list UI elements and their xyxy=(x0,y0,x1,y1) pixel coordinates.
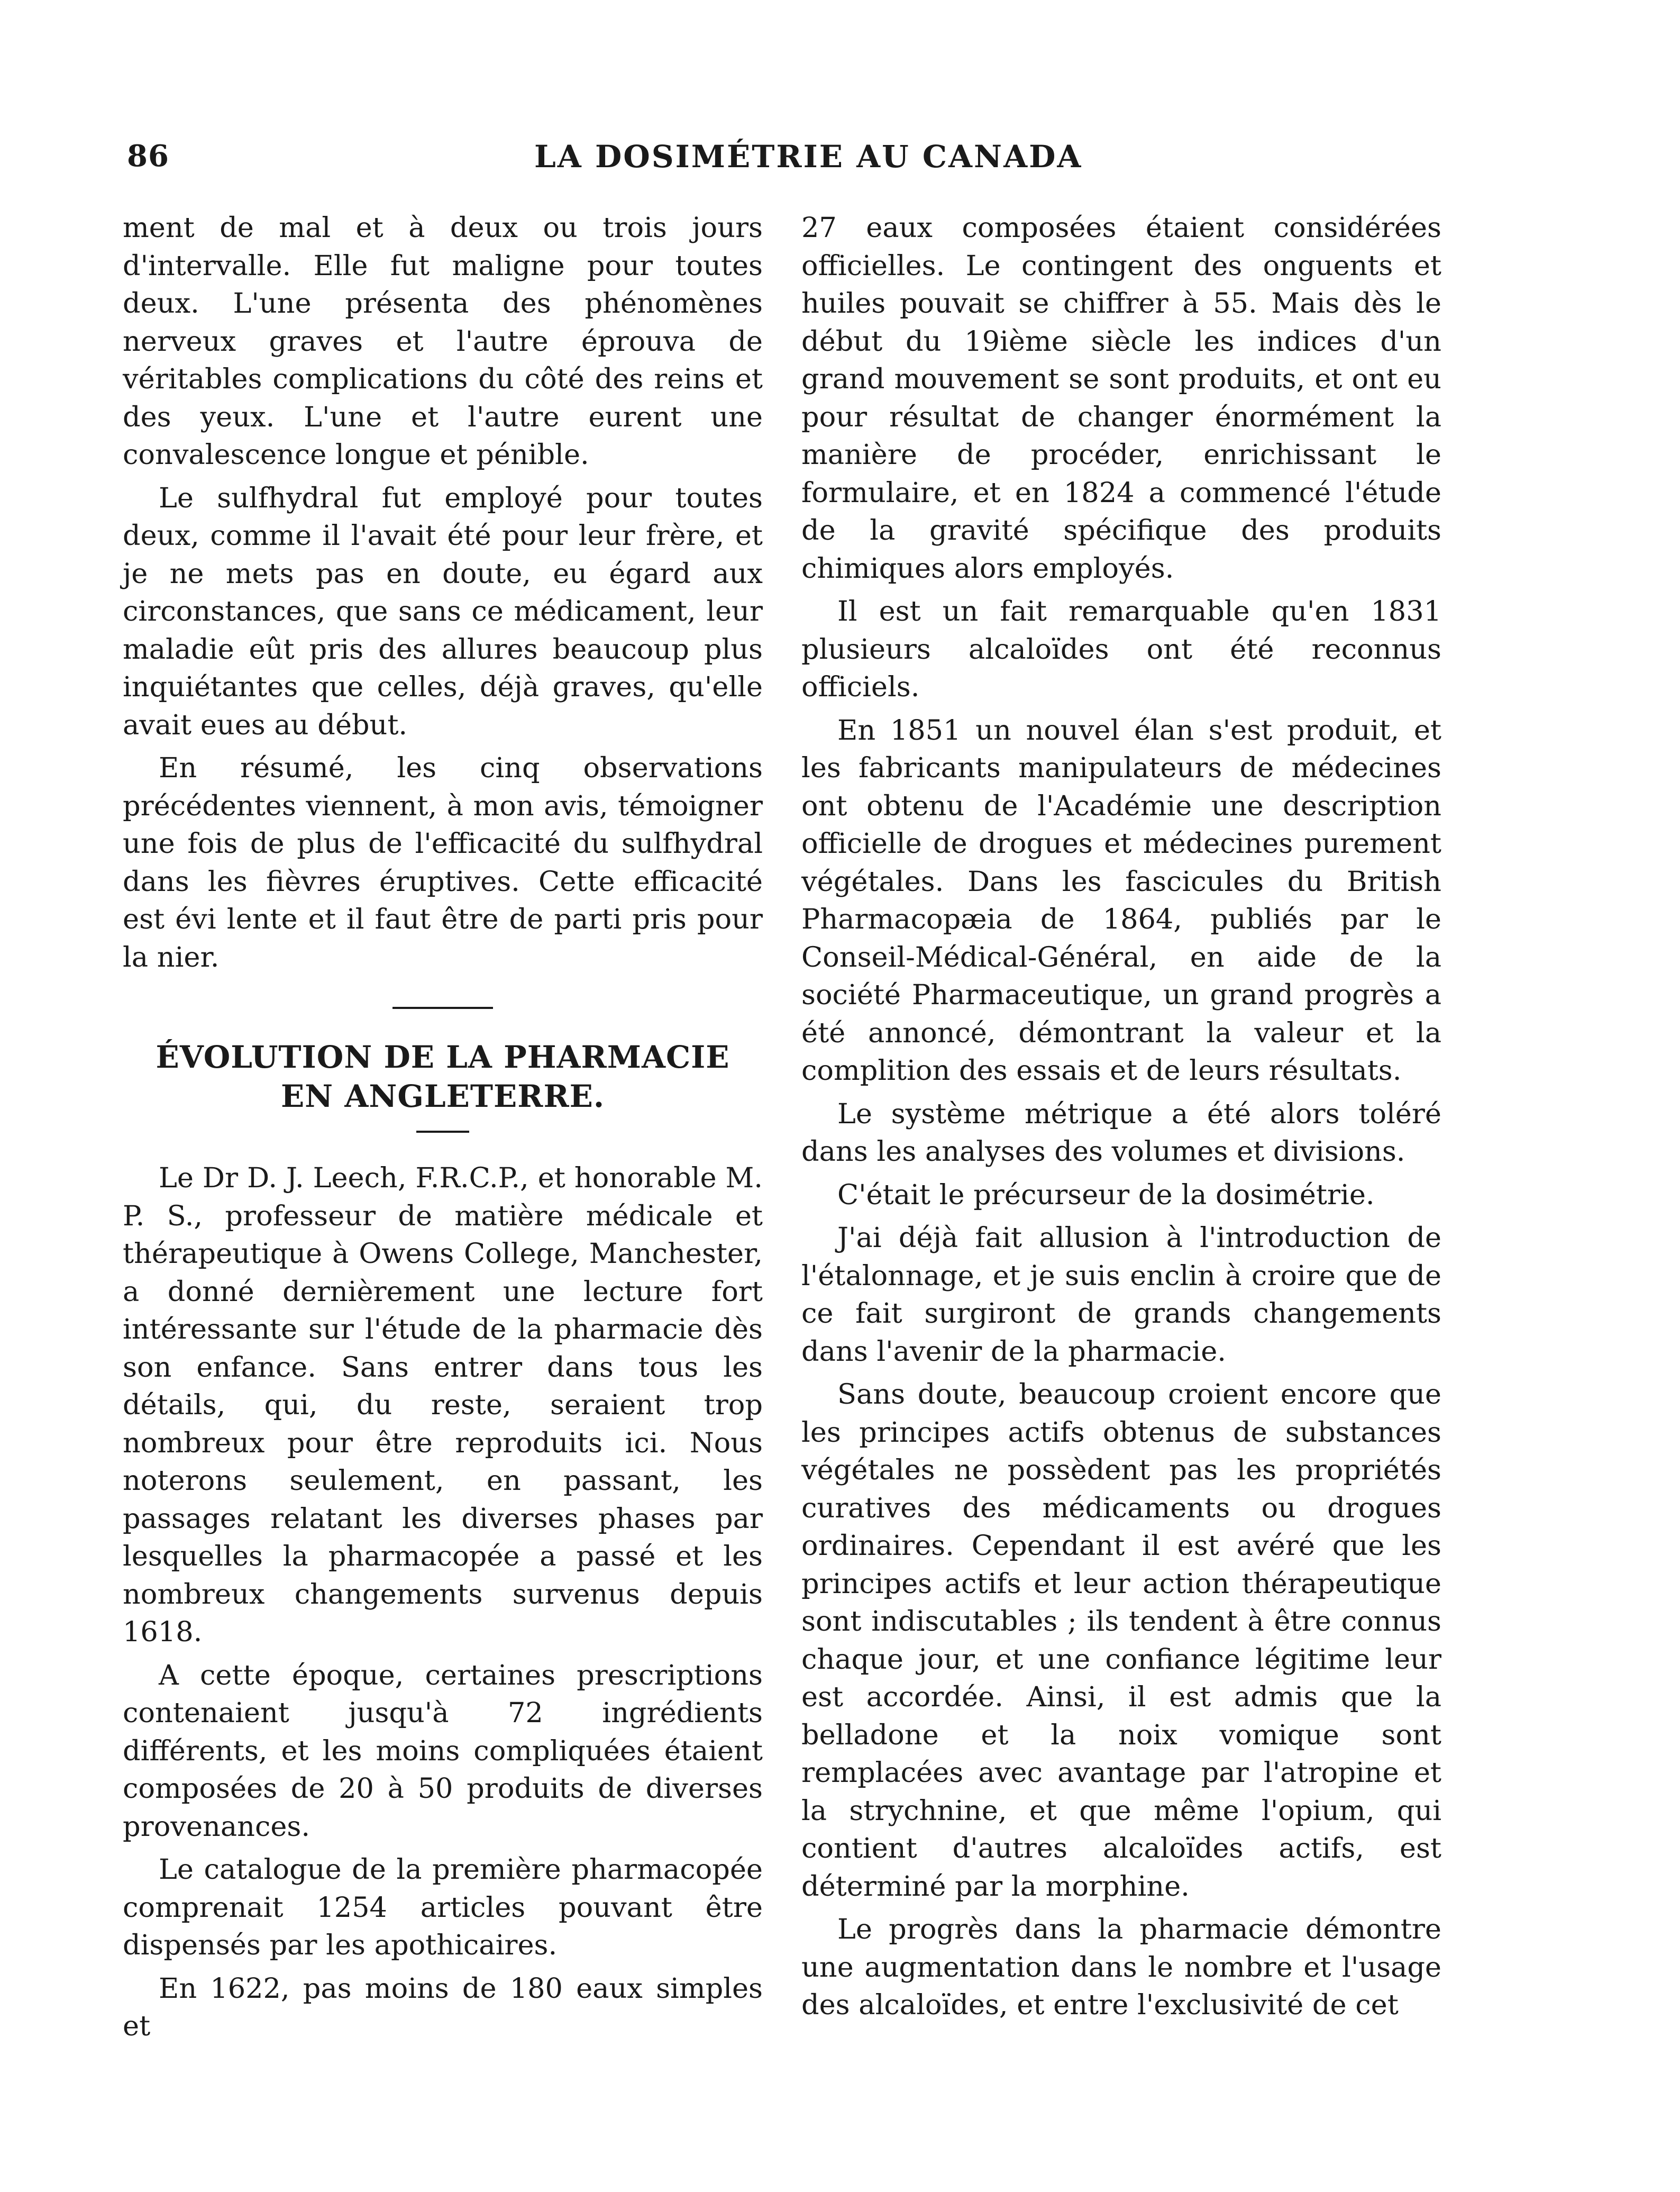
paragraph: J'ai déjà fait allusion à l'introduction de l'étalonnage, et je suis enclin à croire que de ce fait surgiront de grands changements dans l'avenir de la pharmacie. xyxy=(801,1222,1441,1368)
paragraph: 27 eaux composées étaient considérées officielles. Le contingent des onguents et huiles pouvait se chiffrer à 55. Mais dès le début du 19ième siècle les indices d'un grand mouvement se sont produits, et ont eu pour résultat de changer énormément la manière de procéder, enrichissant le formulaire, et en 1824 a commencé l'étude de la gravité spécifique des produits chimiques alors employés. xyxy=(801,212,1441,585)
paragraph: C'était le précurseur de la dosimétrie. xyxy=(837,1178,1375,1211)
section-title-line-1: ÉVOLUTION DE LA PHARMACIE xyxy=(156,1039,730,1075)
paragraph: Le sulfhydral fut employé pour toutes deux, comme il l'avait été pour leur frère, et je ne mets pas en doute, eu égard aux circonstances, que sans ce médicament, leur maladie eût pris des allures beaucoup plus inquiétantes que celles, déjà graves, qu'elle avait eues au début. xyxy=(123,481,763,741)
page-number: 86 xyxy=(127,139,169,174)
running-title: LA DOSIMÉTRIE AU CANADA xyxy=(534,139,1083,175)
right-column xyxy=(801,209,1441,2024)
section-title-line-2: EN ANGLETERRE. xyxy=(280,1078,605,1114)
paragraph: Le progrès dans la pharmacie démontre une augmentation dans le nombre et l'usage des alcaloïdes, et entre l'exclusivité de cet xyxy=(801,1913,1441,2021)
left-column xyxy=(123,209,763,2045)
paragraph: En 1622, pas moins de 180 eaux simples et xyxy=(123,1972,763,2042)
paragraph: Le système métrique a été alors toléré dans les analyses des volumes et divisions. xyxy=(801,1097,1441,1168)
paragraph: A cette époque, certaines prescriptions contenaient jusqu'à 72 ingrédients différents, et les moins compliquées étaient composées de 20 à 50 produits de diverses provenances. xyxy=(123,1659,763,1843)
title-divider xyxy=(416,1131,469,1133)
paragraph: Le Dr D. J. Leech, F.R.C.P., et honorable M. P. S., professeur de matière médicale et thérapeutique à Owens College, Manchester, a donné dernièrement une lecture fort intéressante sur l'étude de la pharmacie dès son enfance. Sans entrer dans tous les détails, qui, du reste, seraient trop nombreux pour être reproduits ici. Nous noterons seulement, en passant, les passages relatant les diverses phases par lesquelles la pharmacopée a passé et les nombreux changements survenus depuis 1618. xyxy=(123,1162,763,1648)
paragraph: Sans doute, beaucoup croient encore que les principes actifs obtenus de substances végétales ne possèdent pas les propriétés curatives des médicaments ou drogues ordinaires. Cependant il est avéré que les principes actifs et leur action thérapeutique sont indiscutables ; ils tendent à être connus chaque jour, et une confiance légitime leur est accordée. Ainsi, il est admis que la belladone et la noix vomique sont remplacées avec avantage par l'atropine et la strychnine, et que même l'opium, qui contient d'autres alcaloïdes actifs, est déterminé par la morphine. xyxy=(801,1378,1441,1903)
paragraph: Il est un fait remarquable qu'en 1831 plusieurs alcaloïdes ont été reconnus officiels. xyxy=(801,595,1441,703)
paragraph: Le catalogue de la première pharmacopée comprenait 1254 articles pouvant être dispensés par les apothicaires. xyxy=(123,1853,763,1961)
paragraph: ment de mal et à deux ou trois jours d'intervalle. Elle fut maligne pour toutes deux. L'une présenta des phénomènes nerveux graves et l'autre éprouva de véritables complications du côté des reins et des yeux. L'une et l'autre eurent une convalescence longue et pénible. xyxy=(123,212,763,471)
paragraph: En 1851 un nouvel élan s'est produit, et les fabricants manipulateurs de médecines ont obtenu de l'Académie une description officielle de drogues et médecines purement végétales. Dans les fascicules du British Pharmacopæia de 1864, publiés par le Conseil-Médical-Général, en aide de la société Pharmaceutique, un grand progrès a été annoncé, démontrant la valeur et la complition des essais et de leurs résultats. xyxy=(801,714,1441,1087)
section-divider xyxy=(392,1007,493,1009)
paragraph: En résumé, les cinq observations précédentes viennent, à mon avis, témoigner une fois de plus de l'efficacité du sulfhydral dans les fièvres éruptives. Cette efficacité est évi lente et il faut être de parti pris pour la nier. xyxy=(123,752,763,974)
